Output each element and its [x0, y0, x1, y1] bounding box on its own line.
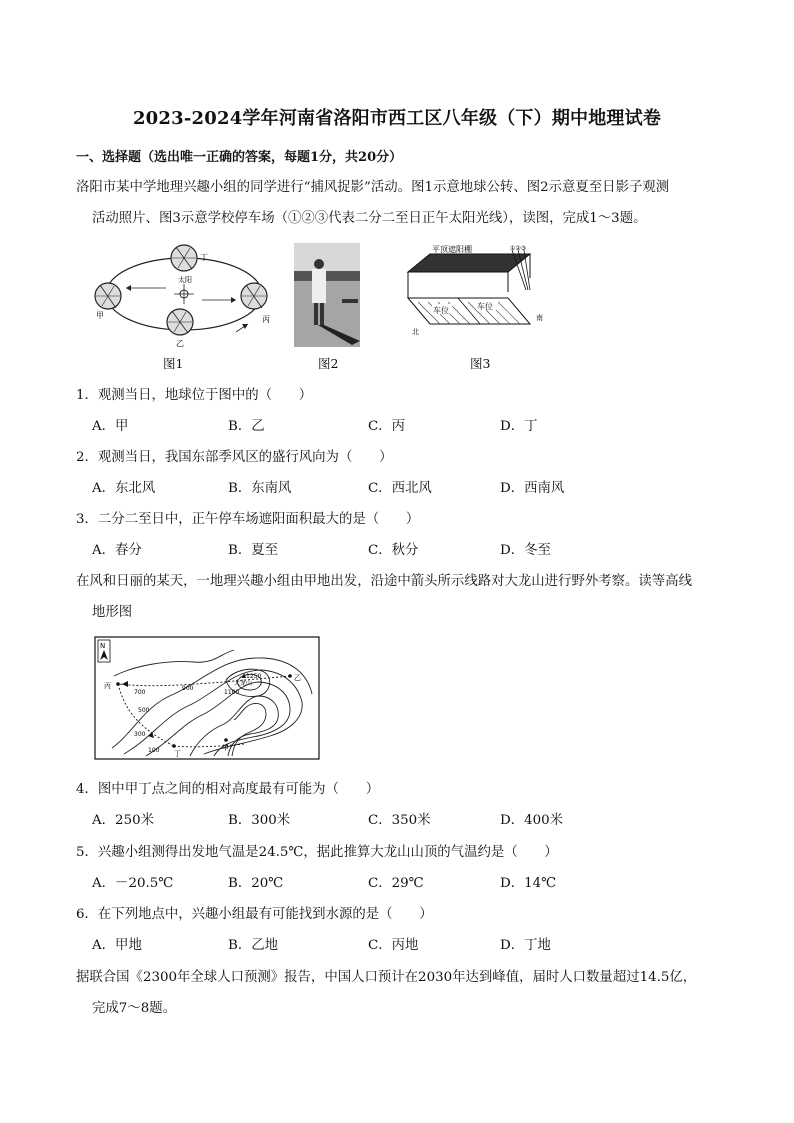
svg-text:700: 700 — [134, 689, 146, 696]
question-4-option-a[interactable]: A．250米 — [92, 813, 155, 828]
svg-text:乙: 乙 — [176, 339, 184, 348]
question-5-option-c[interactable]: C．29℃ — [368, 876, 424, 891]
svg-text:车位: 车位 — [433, 306, 449, 315]
question-6-option-b[interactable]: B．乙地 — [228, 938, 279, 953]
earth-bing — [241, 283, 267, 309]
question-1-option-a[interactable]: A．甲 — [92, 419, 129, 434]
intro1-line1: 洛阳市某中学地理兴趣小组的同学进行“捕风捉影”活动。图1示意地球公转、图2示意夏至日影子观测 — [76, 180, 670, 195]
north-label: N — [100, 642, 106, 650]
question-1-stem: 1．观测当日，地球位于图中的（ ） — [76, 388, 313, 403]
question-6-option-d[interactable]: D．丁地 — [500, 938, 551, 953]
peak-height: 1250 — [246, 673, 262, 680]
intro2-line1: 在风和日丽的某天，一地理兴趣小组由甲地出发，沿途中箭头所示线路对大龙山进行野外考察。读等高线 — [76, 574, 692, 589]
earth-ding — [171, 245, 197, 271]
figure-2-caption: 图2 — [318, 356, 339, 371]
question-5-option-d[interactable]: D．14℃ — [500, 876, 557, 891]
question-3-option-d[interactable]: D．冬至 — [500, 543, 551, 558]
question-6-option-c[interactable]: C．丙地 — [368, 938, 419, 953]
question-5-option-a[interactable]: A．－20.5℃ — [92, 876, 174, 891]
question-4-stem: 4．图中甲丁点之间的相对高度最有可能为（ ） — [76, 782, 380, 797]
label-jia: 甲 — [96, 311, 104, 320]
question-2-option-b[interactable]: B．东南风 — [228, 481, 292, 496]
svg-text:①②③: ①②③ — [510, 245, 527, 252]
svg-text:南: 南 — [536, 314, 543, 322]
svg-text:车位: 车位 — [477, 302, 493, 311]
svg-text:900: 900 — [182, 685, 194, 692]
intro2-line2: 地形图 — [92, 605, 133, 620]
question-4-option-d[interactable]: D．400米 — [500, 813, 564, 828]
question-6-option-a[interactable]: A．甲地 — [92, 938, 142, 953]
question-5-stem: 5．兴趣小组测得出发地气温是24.5℃，据此推算大龙山山顶的气温约是（ ） — [76, 845, 558, 860]
question-1-option-c[interactable]: C．丙 — [368, 419, 406, 434]
earth-yi — [167, 309, 193, 335]
figure-3-caption: 图3 — [470, 356, 491, 371]
svg-text:300: 300 — [134, 731, 146, 738]
svg-text:丙: 丙 — [262, 315, 270, 324]
svg-text:北: 北 — [412, 328, 419, 336]
point-yi: 乙 — [294, 674, 301, 682]
svg-text:1100: 1100 — [224, 689, 240, 696]
question-3-option-a[interactable]: A．春分 — [92, 543, 142, 558]
peak-name: 大龙山 — [234, 680, 253, 687]
svg-text:太阳: 太阳 — [178, 276, 192, 284]
svg-text:平顶遮阳棚: 平顶遮阳棚 — [432, 245, 472, 254]
svg-text:100: 100 — [148, 747, 160, 754]
page-title: 2023-2024学年河南省洛阳市西工区八年级（下）期中地理试卷 — [132, 108, 662, 129]
figure-3-parking-lot — [400, 242, 548, 346]
question-3-option-c[interactable]: C．秋分 — [368, 543, 419, 558]
intro3-line2: 完成7～8题。 — [92, 1001, 176, 1016]
figure-1-caption: 图1 — [163, 356, 184, 371]
question-2-option-c[interactable]: C．西北风 — [368, 481, 432, 496]
point-jia: 甲 — [222, 744, 229, 752]
question-3-stem: 3．二分二至日中，正午停车场遮阳面积最大的是（ ） — [76, 512, 420, 527]
question-1-option-d[interactable]: D．丁 — [500, 419, 538, 434]
svg-text:丁: 丁 — [200, 253, 208, 262]
question-2-stem: 2．观测当日，我国东部季风区的盛行风向为（ ） — [76, 450, 393, 465]
question-2-option-a[interactable]: A．东北风 — [92, 481, 156, 496]
question-6-stem: 6．在下列地点中，兴趣小组最有可能找到水源的是（ ） — [76, 907, 433, 922]
question-3-option-b[interactable]: B．夏至 — [228, 543, 279, 558]
section-heading: 一、选择题（选出唯一正确的答案，每题1分，共20分） — [76, 150, 403, 165]
intro3-line1: 据联合国《2300年全球人口预测》报告，中国人口预计在2030年达到峰值，届时人口数量超过14.5亿， — [76, 970, 697, 985]
figure-1-earth-orbit — [86, 238, 282, 350]
figure-2-shadow-photo — [294, 243, 360, 347]
question-4-option-c[interactable]: C．350米 — [368, 813, 431, 828]
earth-jia — [95, 283, 121, 309]
question-4-option-b[interactable]: B．300米 — [228, 813, 291, 828]
question-2-option-d[interactable]: D．西南风 — [500, 481, 565, 496]
point-ding: 丁 — [174, 750, 181, 758]
point-bing: 丙 — [104, 682, 111, 690]
contour-map — [94, 636, 320, 760]
question-5-option-b[interactable]: B．20℃ — [228, 876, 284, 891]
question-1-option-b[interactable]: B．乙 — [228, 419, 265, 434]
svg-text:500: 500 — [138, 707, 150, 714]
intro1-line2: 活动照片、图3示意学校停车场（①②③代表二分二至日正午太阳光线），读图，完成1～3题。 — [92, 211, 647, 226]
